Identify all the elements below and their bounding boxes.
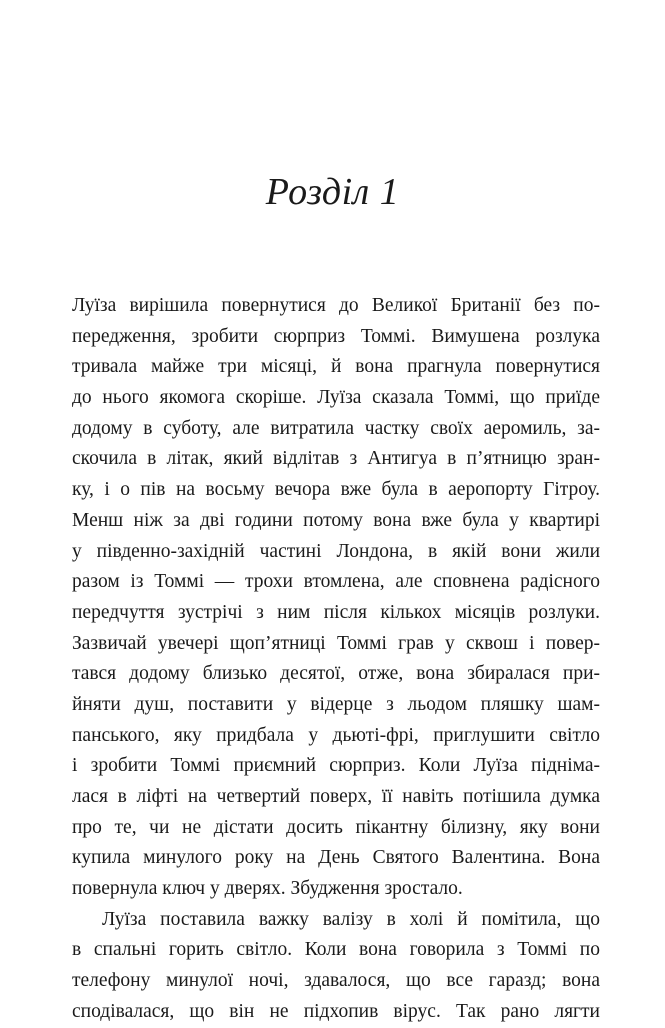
text-line: тався додому близько десятої, отже, вона збиралася при- <box>72 663 600 685</box>
text-line: Зазвичай увечері щоп’ятниці Томмі грав у сквош і повер- <box>72 632 600 654</box>
text-line: до нього якомога скоріше. Луїза сказала Томмі, що приїде <box>72 387 600 409</box>
text-line: скочила в літак, який відлітав з Антигуа в п’ятницю зран- <box>72 448 600 470</box>
paragraph <box>72 905 600 1028</box>
text-line: лася в ліфті на четвертий поверх, її навіть потішила думка <box>72 786 600 807</box>
text-line: Менш ніж за дві години потому вона вже була у квартирі <box>72 509 600 531</box>
text-line: панського, яку придбала у дьюті-фрі, приглушити світло <box>72 724 600 746</box>
text-line: йняти душ, поставити у відерце з льодом пляшку шам- <box>72 693 600 715</box>
text-line: купила минулого року на День Святого Валентина. Вона <box>72 847 600 869</box>
paragraph <box>72 291 600 905</box>
text-line: тривала майже три місяці, й вона прагнула повернутися <box>72 356 600 378</box>
text-line: в спальні горить світло. Коли вона говорила з Томмі по <box>72 939 600 961</box>
text-line: передчуття зустрічі з ним після кількох місяців розлуки. <box>72 601 600 623</box>
text-line: і зробити Томмі приємний сюрприз. Коли Луїза підніма- <box>72 755 600 777</box>
text-line: у південно-західній частині Лондона, в якій вони жили <box>72 540 600 562</box>
text-line: сподівалася, що він не підхопив вірус. Так рано лягти <box>72 1000 600 1022</box>
text-line: додому в суботу, але витратила частку своїх аеромиль, за- <box>72 417 600 439</box>
text-line: передження, зробити сюрприз Томмі. Вимушена розлука <box>72 325 600 347</box>
text-line: ку, і о пів на восьму вечора вже була в аеропорту Гітроу. <box>72 479 600 501</box>
body-text <box>72 291 600 1028</box>
text-line: телефону минулої ночі, здавалося, що все гаразд; вона <box>72 970 600 992</box>
text-line: Луїза вирішила повернутися до Великої Британії без по- <box>72 295 600 316</box>
text-line: про те, чи не дістати досить пікантну білизну, яку вони <box>72 816 600 838</box>
text-line: разом із Томмі — трохи втомлена, але сповнена радісного <box>72 571 600 593</box>
text-line: Луїза поставила важку валізу в холі й помітила, що <box>102 908 600 930</box>
text-line: повернула ключ у дверях. Збудження зростало. <box>72 878 463 900</box>
chapter-title: Розділ 1 <box>265 171 400 213</box>
